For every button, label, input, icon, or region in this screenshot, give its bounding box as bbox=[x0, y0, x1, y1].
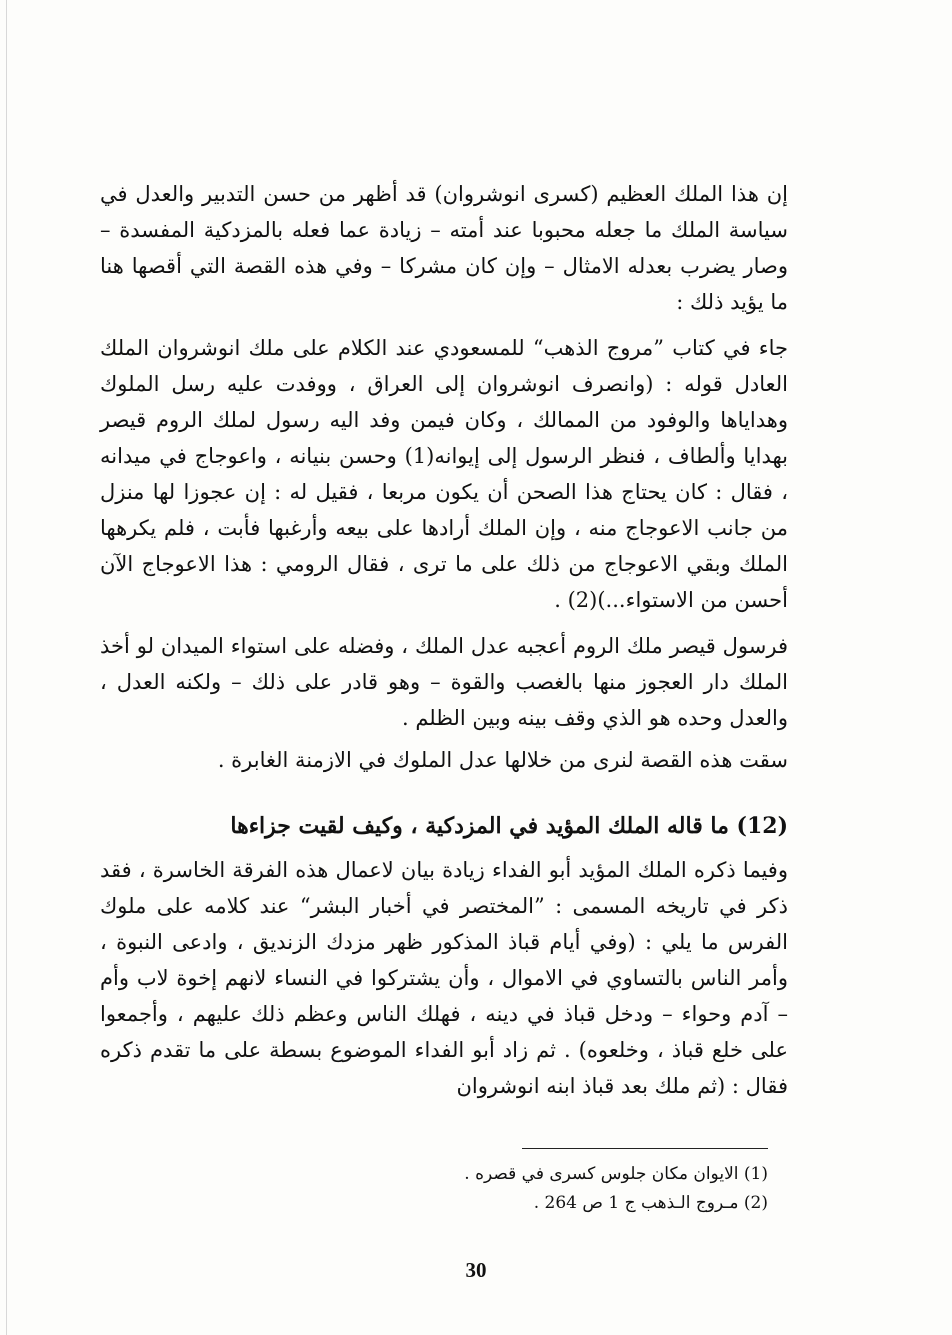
footnote-separator bbox=[522, 1148, 768, 1149]
paragraph-intro: إن هذا الملك العظيم (كسرى انوشروان) قد أظهر من حسن التدبير والعدل في سياسة الملك ما جعله محبوبا عند أمته – زيادة عما فعله بالمزدكية المفسدة – وصار يضرب بعدله الامثال – وإن كان مشركا – وفي هذه القصة التي أقصها هنا ما يؤيد ذلك : bbox=[100, 182, 788, 314]
footnotes bbox=[300, 1160, 768, 1218]
page-edge-line bbox=[6, 0, 7, 1335]
paragraph-abulfida: وفيما ذكره الملك المؤيد أبو الفداء زيادة بيان لاعمال هذه الفرقة الخاسرة ، فقد ذكر في تاريخه المسمى : ”المختصر في أخبار البشر“ عند كلامه على ملوك الفرس ما يلي : (وفي أيام قباذ المذكور ظهر مزدك الزنديق ، وادعى النبوة ، وأمر الناس بالتساوي في الاموال ، وأن يشتركوا في النساء لانهم إخوة لاب وأم – آدم وحواء – ودخل قباذ في دينه ، فهلك الناس وعظم ذلك عليهم ، وأجمعوا على خلع قباذ ، وخلعوه) . ثم زاد أبو الفداء الموضوع بسطة على ما تقدم ذكره فقال : (ثم ملك بعد قباذ ابنه انوشروان bbox=[100, 858, 788, 1098]
section-12 bbox=[100, 808, 788, 1104]
paragraph-muruj-quote: جاء في كتاب ”مروج الذهب“ للمسعودي عند الكلام على ملك انوشروان الملك العادل قوله : (وانصرف انوشروان إلى العراق ، ووفدت عليه رسل الملوك وهداياها والوفود من الممالك ، وكان فيمن وفد اليه رسول لملك الروم قيصر بهدايا وألطاف ، فنظر الرسول إلى إيوانه(1) وحسن بنيانه ، واعوجاج في ميدانه ، فقال : كان يحتاج هذا الصحن أن يكون مربعا ، فقيل له : إن عجوزا لها منزل من جانب الاعوجاج منه ، وإن الملك أرادها على بيعه وأرغبها فأبت ، فلم يكرهها الملك وبقي الاعوجاج من ذلك على ما ترى ، فقال الرومي : هذا الاعوجاج الآن أحسن من الاستواء...)(2) . bbox=[100, 336, 788, 612]
section-heading: (12) ما قاله الملك المؤيد في المزدكية ، وكيف لقيت جزاءها bbox=[230, 813, 788, 839]
paragraph-story-purpose: سقت هذه القصة لنرى من خلالها عدل الملوك في الازمنة الغابرة . bbox=[217, 748, 788, 772]
page-number: 30 bbox=[465, 1258, 487, 1282]
body-text bbox=[100, 176, 788, 778]
paragraph-qaysar-envoy: فرسول قيصر ملك الروم أعجبه عدل الملك ، وفضله على استواء الميدان لو أخذ الملك دار العجوز منها بالغصب والقوة – وهو قادر على ذلك – ولكنه العدل ، والعدل وحده هو الذي وقف بينه وبين الظلم . bbox=[100, 634, 788, 730]
footnote-2: (2) مـروج الـذهب ج 1 ص 264 . bbox=[533, 1193, 768, 1213]
footnote-1: (1) الايوان مكان جلوس كسرى في قصره . bbox=[464, 1164, 768, 1184]
